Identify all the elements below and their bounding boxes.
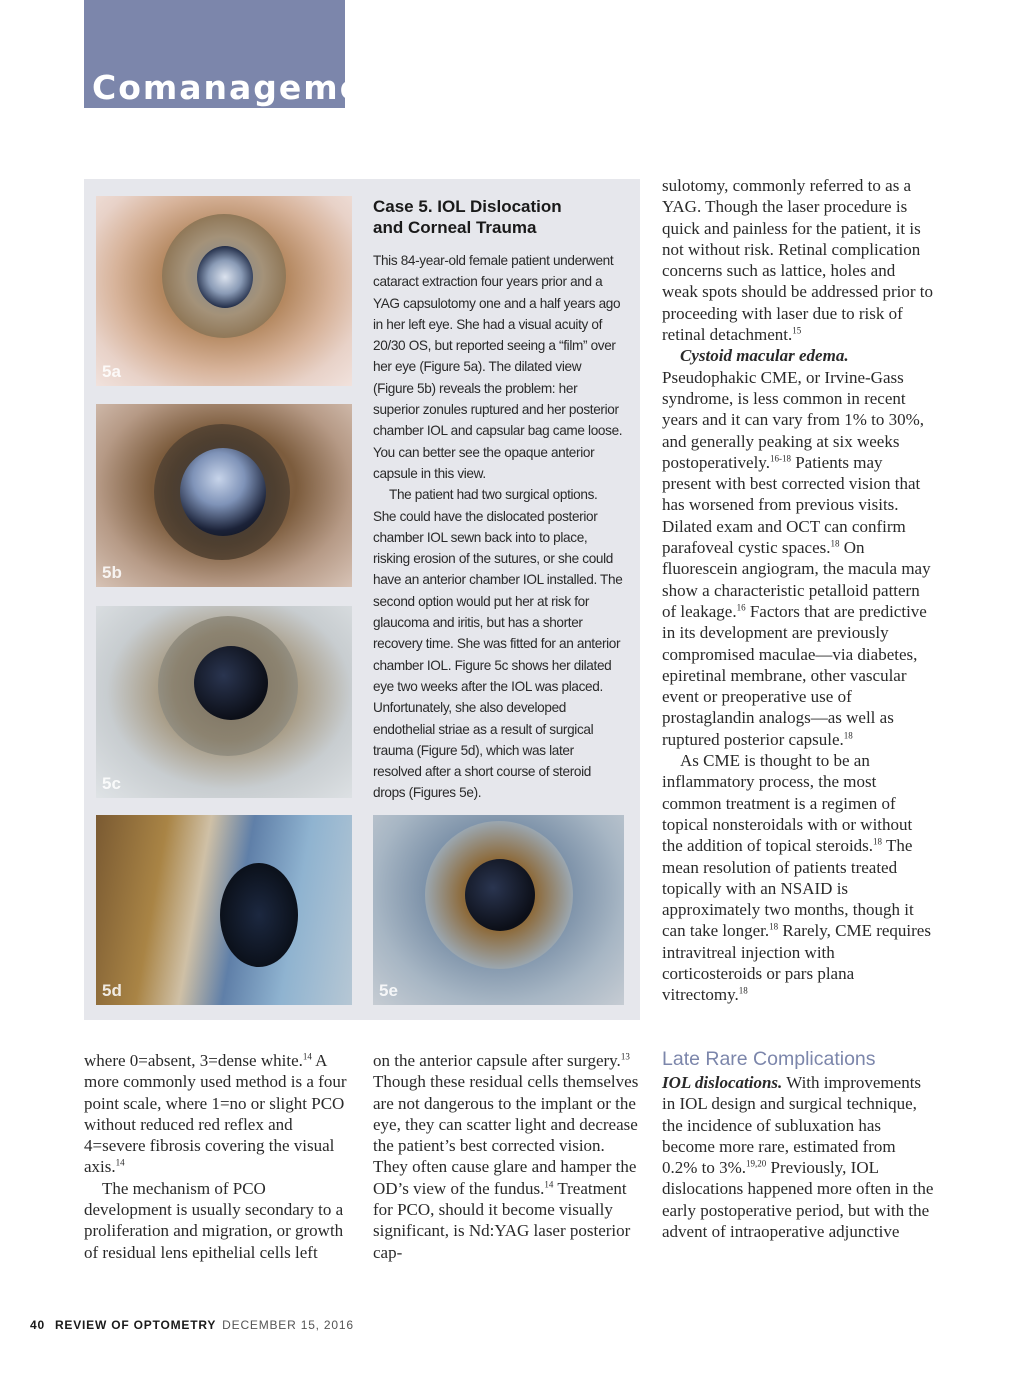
- section-heading: Late Rare Complications: [662, 1048, 876, 1070]
- article-paragraph: [662, 1072, 934, 1242]
- case-paragraph-2: The patient had two surgical options. She could have the dislocated posterior chamber IOL sewn back into to place, risking erosion of the sutures, or she could have an anterior chamber IOL installed. The second option would put her at risk for glaucoma and iritis, but has a shorter recovery time. She was fitted for an anterior chamber IOL. Figure 5c shows her dilated eye two weeks after the IOL was placed. Unfortunately, she also developed endothelial striae as a result of surgical trauma (Figure 5d), which was later resolved after a short course of steroid drops (Figures 5e).: [373, 487, 623, 801]
- figure-label-5a: 5a: [102, 362, 121, 381]
- reference-superscript: 18: [843, 730, 853, 741]
- figure-5e-image: [373, 815, 624, 1005]
- text-run: The mean resolution of patients treated topically with an NSAID is approximately two months, though it can take longer.: [662, 836, 914, 941]
- reference-superscript: 14: [115, 1157, 125, 1168]
- reference-superscript: 14: [302, 1051, 312, 1062]
- text-run: As CME is thought to be an inflammatory process, the most common treatment is a regimen of topical nonsteroidals with or without the addition of topical steroids.: [662, 751, 913, 856]
- reference-superscript: 18: [769, 921, 779, 932]
- figure-label-5b: 5b: [102, 563, 122, 582]
- reference-superscript: 16-18: [769, 453, 791, 464]
- article-paragraph: [662, 750, 934, 1006]
- reference-superscript: 16: [736, 602, 746, 613]
- article-paragraph: [373, 1050, 641, 1263]
- text-run: Though these residual cells themselves are not dangerous to the implant or the eye, they can scatter light and decrease the patient’s best corrected vision. They often cause glare and hamper the OD’s view of the fundus.: [373, 1072, 639, 1198]
- article-column-left: [84, 1050, 356, 1263]
- reference-superscript: 13: [620, 1051, 630, 1062]
- text-run: A more commonly used method is a four point scale, where 1=no or slight PCO without reduced red reflex and 4=severe fibrosis covering the visual axis.: [84, 1051, 347, 1177]
- case-title-line-2: and Corneal Trauma: [373, 218, 537, 237]
- text-run: Patients may present with best corrected vision that has worsened from previous visits. Dilated exam and OCT can confirm parafoveal cystic spaces.: [662, 452, 921, 558]
- figure-label-5c: 5c: [102, 774, 121, 793]
- figure-5c-image: [96, 606, 352, 798]
- case-title: [373, 196, 623, 238]
- case-paragraph-1: This 84-year-old female patient underwent cataract extraction four years prior and a YAG capsulotomy one and a half years ago in her left eye. She had a visual acuity of 20/30 OS, but reported seeing a “film” over her eye (Figure 5a). The dilated view (Figure 5b) reveals the problem: her superior zonules ruptured and her posterior chamber IOL and capsular bag came loose. You can better see the opaque anterior capsule in this view.: [373, 253, 623, 481]
- text-run: With improvements in IOL design and surgical technique, the incidence of subluxation has become more rare, estimated from 0.2% to 3%.: [662, 1073, 922, 1178]
- figure-label-5e: 5e: [379, 981, 398, 1000]
- text-run: sulotomy, commonly referred to as a YAG. Though the laser procedure is quick and painless for the patient, it is not without risk. Retinal complication concerns such as lattice, holes and weak spots should be addressed prior to proceeding with laser due to risk of retinal detachment.: [662, 176, 934, 345]
- figure-5b-image: [96, 404, 352, 587]
- text-run: on the anterior capsule after surgery.: [373, 1051, 621, 1070]
- article-paragraph: The mechanism of PCO development is usually secondary to a proliferation and migration, or growth of residual lens epithelial cells left: [84, 1178, 344, 1262]
- reference-superscript: 14: [544, 1179, 554, 1190]
- reference-superscript: 19,20: [746, 1158, 767, 1169]
- page-number: 40: [30, 1318, 45, 1332]
- issue-date: DECEMBER 15, 2016: [222, 1318, 354, 1332]
- subheading: Cystoid macular edema.: [680, 346, 849, 366]
- figure-label-5d: 5d: [102, 981, 122, 1000]
- reference-superscript: 18: [873, 836, 883, 847]
- text-run: Factors that are predictive in its development are previously compromised maculae—via diabetes, epiretinal membrane, other vascular event or preoperative use of prostaglandin analogs—as well as ruptured posterior capsule.: [662, 601, 927, 749]
- reference-superscript: 18: [830, 538, 840, 549]
- page-footer: [30, 1318, 354, 1332]
- publication-name: REVIEW OF OPTOMETRY: [54, 1318, 217, 1332]
- reference-superscript: 18: [738, 985, 748, 996]
- text-run: Previously, IOL dislocations happened more often in the early postoperative period, but with the advent of intraoperative adjunctive: [662, 1158, 934, 1242]
- article-paragraph: [84, 1050, 356, 1178]
- reference-superscript: 15: [792, 325, 802, 336]
- figure-5a-image: [96, 196, 352, 386]
- article-column-middle: [373, 1050, 641, 1263]
- figure-5d-image: [96, 815, 352, 1005]
- case-body: [373, 250, 623, 804]
- text-run: Rarely, CME requires intravitreal injection with corticosteroids or pars plana vitrectomy.: [662, 921, 931, 1005]
- text-run: Treatment for PCO, should it become visually significant, is Nd:YAG laser posterior cap-: [373, 1178, 631, 1262]
- article-column-right-top: [662, 175, 934, 1006]
- text-run: On fluorescein angiogram, the macula may show a characteristic petalloid pattern of leakage.: [662, 538, 931, 621]
- article-paragraph: [662, 345, 934, 750]
- text-run: Pseudophakic CME, or Irvine-Gass syndrome, is less common in recent years and it can vary from 1% to 30%, and generally peaking at six weeks postoperatively.: [662, 367, 924, 472]
- article-column-right-bottom: [662, 1046, 934, 1242]
- case-title-line-1: Case 5. IOL Dislocation: [373, 197, 562, 216]
- subheading: IOL dislocations.: [662, 1073, 783, 1092]
- section-label: Comanagement: [92, 68, 408, 107]
- text-run: where 0=absent, 3=dense white.: [84, 1051, 303, 1070]
- article-paragraph: [662, 175, 934, 345]
